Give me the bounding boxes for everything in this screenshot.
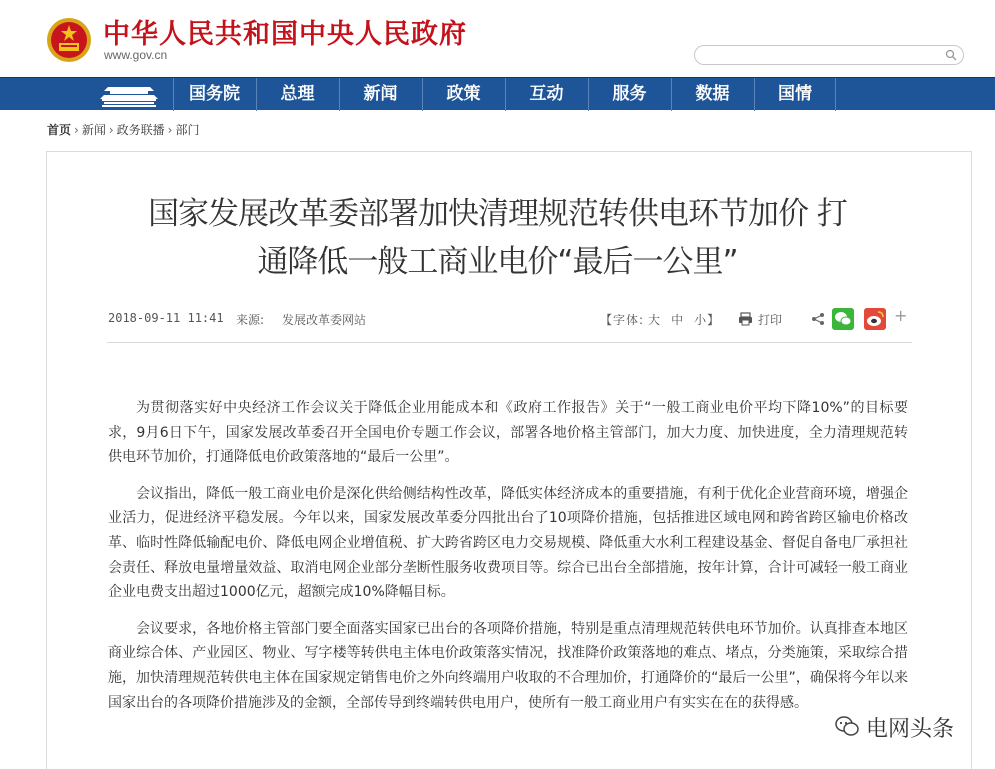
watermark-text: 电网头条 bbox=[866, 717, 955, 742]
nav-item-policy[interactable]: 政策 bbox=[422, 78, 504, 111]
breadcrumb-news[interactable]: 新闻 bbox=[81, 123, 106, 137]
print-icon[interactable] bbox=[738, 312, 753, 326]
breadcrumb-separator: › bbox=[167, 123, 173, 137]
font-size-control bbox=[600, 311, 720, 328]
article-paragraph: 会议指出，降低一般工商业电价是深化供给侧结构性改革，降低实体经济成本的重要措施，有利于优化企业营商环境，增强企业活力，促进经济平稳发展。今年以来，国家发展改革委分四批出台了10项降价措施，包括推进区域电网和跨省跨区输电价格改革、临时性降低输配电价、降低电网企业增值税、扩大跨省跨区电力交易规模、降低重大水利工程建设基金、督促自备电厂承担社会责任、释放电量增量效益、取消电网企业部分垄断性服务收费项目等。综合已出台全部措施，按年计算，合计可减轻一般工商业企业电费支出超过1000亿元，超额完成10%降幅目标。 bbox=[108, 485, 908, 601]
article-title-line: 国家发展改革委部署加快清理规范转供电环节加价 打 bbox=[148, 196, 847, 232]
weibo-share-icon[interactable] bbox=[864, 308, 886, 330]
search-icon[interactable] bbox=[945, 49, 957, 61]
tiananmen-icon[interactable] bbox=[98, 81, 160, 108]
site-header bbox=[0, 0, 995, 78]
nav-item-interaction[interactable]: 互动 bbox=[505, 78, 587, 111]
meta-divider bbox=[107, 342, 912, 343]
font-medium-button[interactable]: 中 bbox=[671, 313, 685, 327]
breadcrumb-home[interactable]: 首页 bbox=[47, 123, 72, 137]
print-button[interactable]: 打印 bbox=[758, 313, 783, 327]
nav-item-news[interactable]: 新闻 bbox=[339, 78, 421, 111]
nav-item-state-council[interactable]: 国务院 bbox=[173, 78, 255, 111]
article-paragraph: 会议要求，各地价格主管部门要全面落实国家已出台的各项降价措施，特别是重点清理规范转供电环节加价。认真排查本地区商业综合体、产业园区、物业、写字楼等转供电主体电价政策落实情况，找准降价政策落地的难点、堵点，分类施策，采取综合措施，加快清理规范转供电主体在国家规定销售电价之外向终端用户收取的不合理加价，打通降价的“最后一公里”，确保将今年以来国家出台的各项降价措施涉及的金额，全部传导到终端转供电用户，使所有一般工商业用户有实实在在的获得感。 bbox=[108, 620, 908, 711]
breadcrumb-department[interactable]: 部门 bbox=[175, 123, 200, 137]
font-size-label: 【字体: bbox=[600, 313, 645, 327]
nav-item-service[interactable]: 服务 bbox=[588, 78, 670, 111]
search-input[interactable] bbox=[694, 45, 964, 65]
source-label: 来源: bbox=[236, 313, 265, 327]
main-nav bbox=[0, 77, 995, 110]
publish-date: 2018-09-11 11:41 bbox=[108, 311, 224, 325]
wechat-watermark-icon bbox=[834, 714, 860, 738]
font-small-button[interactable]: 小】 bbox=[694, 313, 721, 327]
site-title[interactable]: 中华人民共和国中央人民政府 bbox=[103, 19, 467, 50]
nav-item-data[interactable]: 数据 bbox=[671, 78, 753, 111]
share-icon[interactable] bbox=[811, 312, 825, 326]
site-url[interactable]: www.gov.cn bbox=[104, 48, 168, 62]
breadcrumb-separator: › bbox=[108, 123, 114, 137]
breadcrumb bbox=[47, 121, 200, 138]
article-title-line: 通降低一般工商业电价“最后一公里” bbox=[257, 244, 738, 280]
breadcrumb-government-affairs[interactable]: 政务联播 bbox=[116, 123, 165, 137]
breadcrumb-separator: › bbox=[74, 123, 79, 137]
wechat-share-icon[interactable] bbox=[832, 308, 854, 330]
source-name: 发展改革委网站 bbox=[282, 313, 367, 327]
article-paragraph: 为贯彻落实好中央经济工作会议关于降低企业用能成本和《政府工作报告》关于“一般工商业电价平均下降10%”的目标要求，9月6日下午，国家发展改革委召开全国电价专题工作会议，部署各地价格主管部门，加大力度、加快进度，全力清理规范转供电环节加价，打通降低电价政策落地的“最后一公里”。 bbox=[108, 400, 908, 466]
font-large-button[interactable]: 大 bbox=[648, 313, 662, 327]
nav-item-national-conditions[interactable]: 国情 bbox=[754, 78, 836, 111]
more-share-icon[interactable]: + bbox=[894, 306, 908, 325]
nav-item-premier[interactable]: 总理 bbox=[256, 78, 338, 111]
article-title bbox=[90, 190, 905, 286]
national-emblem-icon[interactable] bbox=[46, 16, 92, 64]
article-meta bbox=[108, 306, 908, 331]
article-body bbox=[108, 396, 908, 727]
